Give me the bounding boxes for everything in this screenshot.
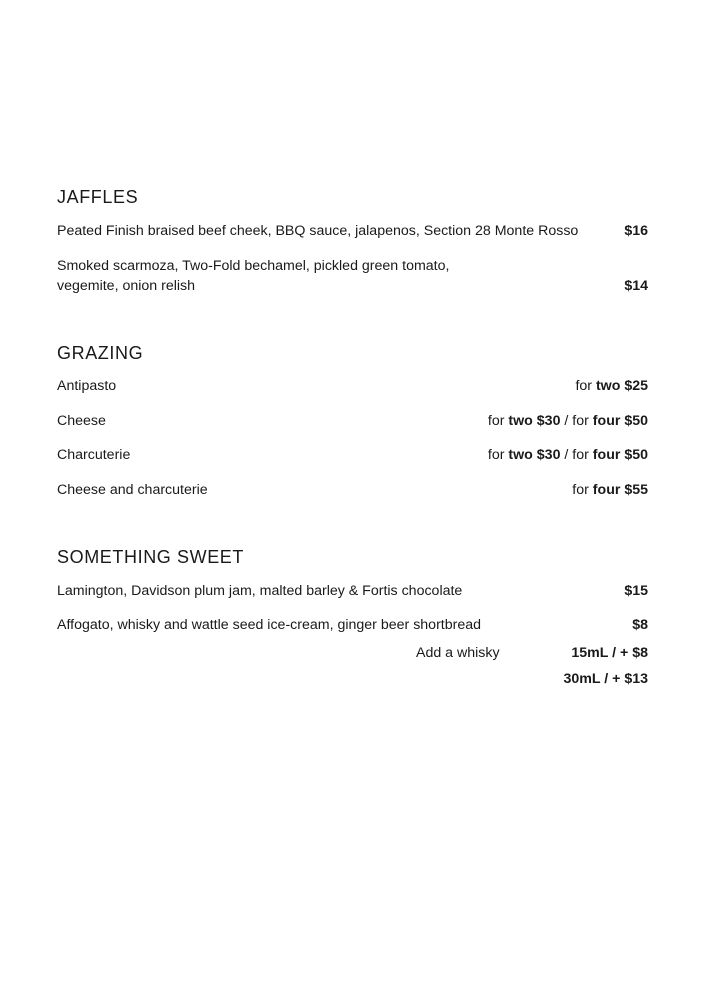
item-name: Charcuterie (57, 447, 131, 463)
item-name: Cheese (57, 413, 106, 429)
section-title-grazing: GRAZING (57, 343, 144, 363)
item-name: Affogato, whisky and wattle seed ice-cream, ginger beer shortbread (57, 617, 482, 633)
menu-page (57, 0, 648, 1000)
addon-label: Add a whisky (416, 645, 500, 661)
item-name: Peated Finish braised beef cheek, BBQ sauce, jalapenos, Section 28 Monte Rosso (57, 223, 579, 239)
item-price: $14 (624, 278, 648, 294)
section-title-jaffles: JAFFLES (57, 187, 139, 207)
item-name: Cheese and charcuterie (57, 482, 208, 498)
item-price: for four $55 (572, 482, 648, 498)
section-title-something-sweet: SOMETHING SWEET (57, 547, 245, 567)
item-name-line2: vegemite, onion relish (57, 278, 196, 294)
addon-option: 15mL / + $8 (571, 645, 648, 661)
item-price: $16 (624, 223, 648, 239)
item-price: for two $25 (575, 378, 648, 394)
item-price: for two $30 / for four $50 (487, 413, 648, 429)
addon-option: 30mL / + $13 (563, 671, 648, 687)
item-price: $15 (624, 583, 648, 599)
item-price: $8 (632, 617, 648, 633)
item-name: Lamington, Davidson plum jam, malted barley & Fortis chocolate (57, 583, 463, 599)
item-name-line1: Smoked scarmoza, Two-Fold bechamel, pickled green tomato, (57, 258, 450, 274)
item-name (57, 256, 517, 296)
item-name: Antipasto (57, 378, 117, 394)
item-price: for two $30 / for four $50 (487, 447, 648, 463)
